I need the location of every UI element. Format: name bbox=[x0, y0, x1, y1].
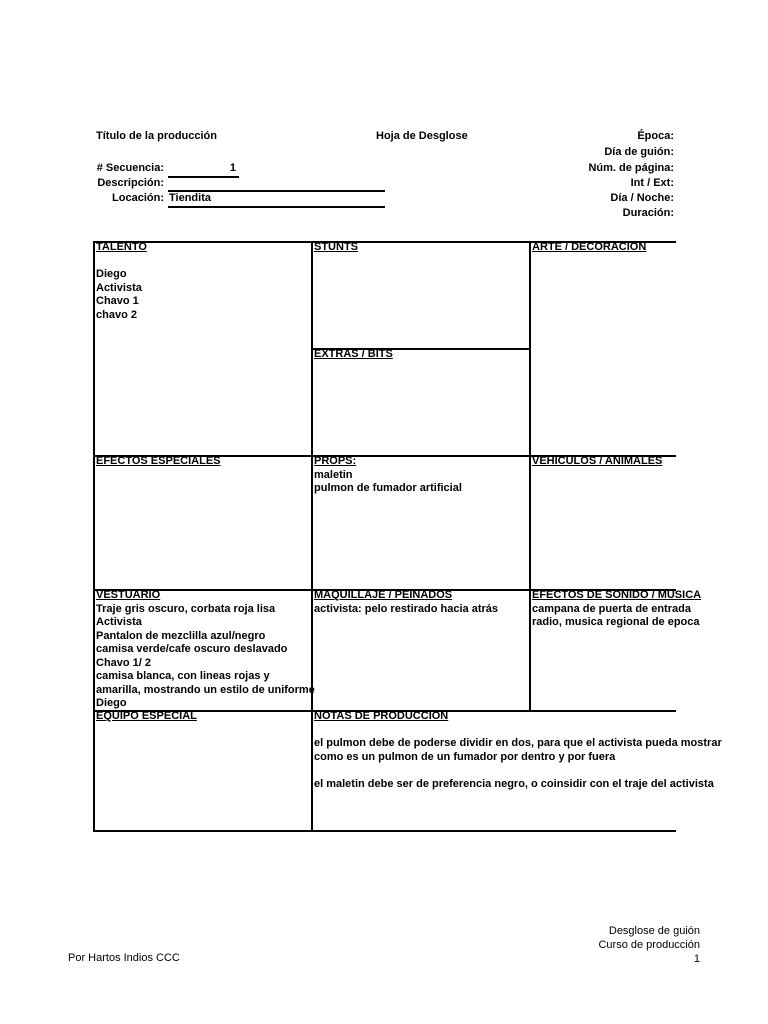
footer-line-2: Curso de producción bbox=[598, 939, 700, 951]
section-vestuario-line: Chavo 1/ 2 bbox=[96, 656, 152, 669]
section-notas-line: el maletin debe ser de preferencia negro, o coinsidir con el traje del activista bbox=[314, 777, 714, 790]
grid-bottom-border bbox=[93, 830, 676, 832]
section-props[interactable] bbox=[314, 455, 528, 588]
dia-guion-label: Día de guión: bbox=[604, 146, 674, 158]
section-notas-line bbox=[314, 764, 676, 778]
section-vehiculos[interactable] bbox=[532, 455, 676, 588]
section-props-line: maletin bbox=[314, 468, 353, 481]
section-props-title: PROPS: bbox=[314, 455, 357, 467]
section-arte[interactable] bbox=[532, 241, 676, 454]
section-talento-line: chavo 2 bbox=[96, 308, 137, 321]
section-vestuario-line: amarilla, mostrando un estilo de uniforme bbox=[96, 683, 315, 696]
section-notas-line: como es un pulmon de un fumador por dentro y por fuera bbox=[314, 750, 616, 763]
int-ext-label: Int / Ext: bbox=[630, 177, 674, 189]
sequence-label: # Secuencia: bbox=[96, 162, 164, 174]
section-extras-title: EXTRAS / BITS bbox=[314, 348, 393, 360]
section-talento-line: Diego bbox=[96, 268, 127, 280]
dia-noche-label: Día / Noche: bbox=[610, 192, 674, 204]
section-arte-title: ARTE / DECORACION bbox=[532, 241, 647, 253]
epoca-label: Época: bbox=[637, 130, 674, 142]
section-sonido-line: radio, musica regional de epoca bbox=[532, 616, 700, 628]
section-sonido[interactable] bbox=[532, 589, 702, 710]
breakdown-grid bbox=[93, 241, 722, 832]
num-pagina-label: Núm. de página: bbox=[588, 162, 674, 174]
description-label: Descripción: bbox=[97, 177, 164, 189]
section-notas-line bbox=[314, 724, 676, 738]
section-maquillaje[interactable] bbox=[314, 589, 528, 710]
page-number: 1 bbox=[693, 953, 700, 965]
section-efectos-especiales[interactable] bbox=[96, 455, 310, 588]
section-talento-line: Chavo 1 bbox=[96, 295, 139, 307]
location-value[interactable]: Tiendita bbox=[169, 192, 211, 204]
section-vestuario-line: Diego bbox=[96, 697, 127, 709]
sequence-underline bbox=[168, 176, 239, 178]
section-sonido-title: EFECTOS DE SONIDO / MUSICA bbox=[532, 589, 702, 601]
section-talento-line: Activista bbox=[96, 281, 142, 294]
section-vestuario-line: camisa verde/cafe oscuro deslavado bbox=[96, 643, 288, 655]
section-talento-line bbox=[96, 255, 310, 269]
section-notas-title: NOTAS DE PRODUCCION bbox=[314, 710, 449, 722]
production-title-label: Título de la producción bbox=[96, 130, 217, 142]
section-vehiculos-title: VEHICULOS / ANIMALES bbox=[532, 455, 663, 467]
section-talento-title: TALENTO bbox=[96, 241, 147, 253]
section-notas[interactable] bbox=[314, 710, 722, 829]
location-label: Locación: bbox=[112, 192, 164, 204]
sequence-value[interactable]: 1 bbox=[229, 162, 236, 174]
section-vestuario-title: VESTUARIO bbox=[96, 589, 161, 601]
section-sonido-line: campana de puerta de entrada bbox=[532, 602, 691, 615]
section-vestuario-line: Pantalon de mezclilla azul/negro bbox=[96, 629, 266, 642]
footer-line-1: Desglose de guión bbox=[608, 925, 700, 937]
section-vestuario[interactable] bbox=[96, 589, 315, 710]
section-equipo[interactable] bbox=[96, 710, 310, 829]
section-vestuario-line: Traje gris oscuro, corbata roja lisa bbox=[96, 602, 276, 615]
location-underline bbox=[168, 206, 385, 208]
grid-left-border bbox=[93, 241, 95, 832]
section-props-line: pulmon de fumador artificial bbox=[314, 482, 462, 494]
sheet-title: Hoja de Desglose bbox=[376, 130, 468, 142]
section-maquillaje-title: MAQUILLAJE / PEINADOS bbox=[314, 589, 453, 601]
section-maquillaje-line: activista: pelo restirado hacia atrás bbox=[314, 602, 499, 615]
section-equipo-title: EQUIPO ESPECIAL bbox=[96, 710, 197, 722]
section-vestuario-line: camisa blanca, con lineas rojas y bbox=[96, 670, 270, 682]
footer-author: Por Hartos Indios CCC bbox=[68, 952, 180, 964]
section-vestuario-line: Activista bbox=[96, 616, 142, 628]
section-extras[interactable] bbox=[314, 348, 528, 454]
section-talento[interactable] bbox=[96, 241, 310, 454]
grid-col-line-1 bbox=[311, 241, 313, 832]
section-efectos-especiales-title: EFECTOS ESPECIALES bbox=[96, 455, 221, 467]
section-stunts-title: STUNTS bbox=[314, 241, 358, 253]
grid-col-line-2 bbox=[529, 241, 531, 711]
section-stunts[interactable] bbox=[314, 241, 528, 347]
section-notas-line: el pulmon debe de poderse dividir en dos, para que el activista pueda mostrar bbox=[314, 737, 722, 749]
duracion-label: Duración: bbox=[622, 207, 674, 219]
